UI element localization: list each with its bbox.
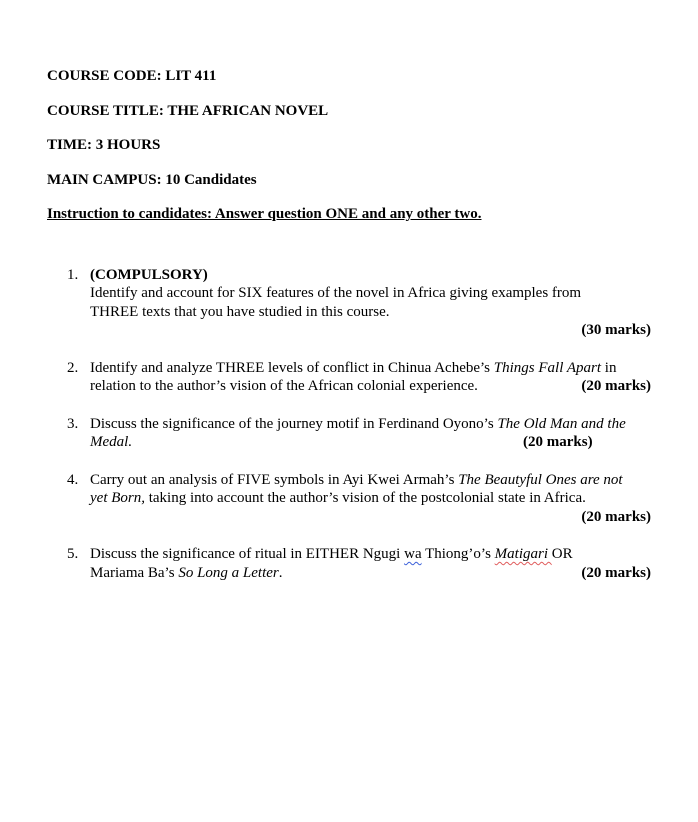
instruction-line [47,205,670,224]
question-number: 3. [67,415,79,432]
exam-header [47,67,670,224]
marks-label: (20 marks) [523,434,593,450]
question-3-text-line-1 [90,415,670,434]
instruction-rest: : Answer question ONE and any other two. [207,206,482,222]
book-title: yet Born, [90,490,145,506]
question-2-text-line-2 [90,377,670,396]
campus-line: MAIN CAMPUS: 10 Candidates [47,171,257,188]
question-item-2 [67,359,670,396]
book-title: The Old Man and the [497,415,626,432]
question-1-marks-line [90,321,670,340]
question-number: 1. [67,266,79,283]
marks-label: (30 marks) [581,322,651,338]
question-5-text: Discuss the significance of ritual in EITHER Ngugi [90,546,405,562]
question-1-text-line-2: THREE texts that you have studied in this course. [90,303,390,320]
question-list [67,266,670,583]
question-4-text: Carry out an analysis of FIVE symbols in Ayi Kwei Armah’s [90,471,459,488]
marks-label: (20 marks) [581,378,651,394]
book-title: Medal. [90,434,133,450]
question-5-text-line-1 [90,545,670,564]
question-4-text-line-1 [90,471,670,490]
question-5-text: Thiong’o’s [421,546,495,562]
grammar-flagged-word: wa [404,546,422,562]
marks-label: (20 marks) [581,508,651,525]
question-4-marks-line [90,508,670,527]
question-5-text: . [278,564,283,581]
question-1-heading: (COMPULSORY) [90,266,208,283]
question-2-text-line-1 [90,359,670,378]
question-item-4 [67,471,670,527]
book-title: Things Fall Apart [493,359,602,376]
question-number: 5. [67,546,79,562]
question-5-text-line-2 [90,564,670,583]
question-2-text: in [601,359,617,376]
question-1-text-line-1: Identify and account for SIX features of the novel in Africa giving examples from [90,285,582,301]
question-item-1 [67,266,670,340]
question-number: 2. [67,359,79,376]
question-5-text: Mariama Ba’s [90,564,179,581]
question-number: 4. [67,471,79,488]
question-5-text: OR [551,546,573,562]
question-4-text-line-2 [90,489,670,508]
course-title-line: COURSE TITLE: THE AFRICAN NOVEL [47,102,329,119]
book-title-spellcheck-flagged: Matigari [494,546,552,562]
question-3-text-line-2 [90,433,670,452]
marks-label: (20 marks) [581,564,651,581]
time-line: TIME: 3 HOURS [47,137,161,153]
instruction-lead: Instruction to candidates [47,206,208,222]
question-2-text: Identify and analyze THREE levels of conflict in Chinua Achebe’s [90,359,494,376]
book-title: So Long a Letter [178,564,279,581]
question-2-text: relation to the author’s vision of the African colonial experience. [90,378,478,394]
question-4-text: taking into account the author’s vision of the postcolonial state in Africa. [144,490,586,506]
question-3-text: Discuss the significance of the journey motif in Ferdinand Oyono’s [90,415,498,432]
question-item-5 [67,545,670,582]
book-title: The Beautyful Ones are not [458,471,623,488]
question-item-3 [67,415,670,452]
course-code-line: COURSE CODE: LIT 411 [47,68,217,84]
